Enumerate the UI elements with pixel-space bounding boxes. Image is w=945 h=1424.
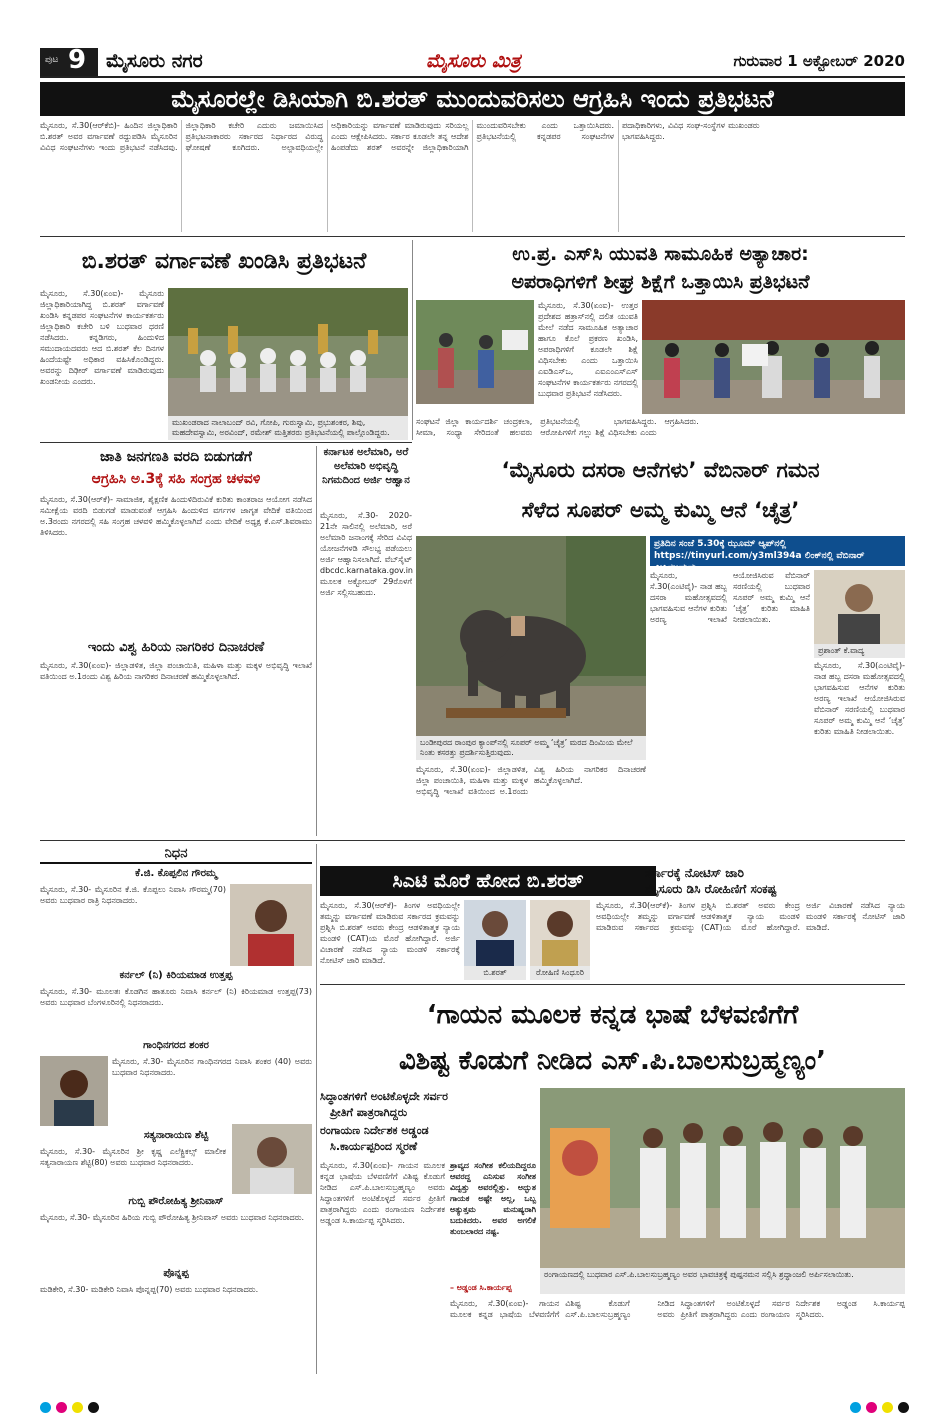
spb-bullet-2: ರಂಗಾಯಣ ನಿರ್ದೇಶಕ ಅಡ್ಡಂಡ [320, 1124, 429, 1137]
cat-headline: ಸಿಎಟಿ ಮೊರೆ ಹೋದ ಬಿ.ಶರತ್ [320, 866, 656, 896]
page-number: 9 [68, 45, 87, 75]
cat-body: ಮೈಸೂರು, ಸೆ.30(ಆರ್‌ಕೆ)- ತಿಂಗಳ ಅವಧಿಯಲ್ಲೇ ತಮ್ಮನ್ನು ವರ್ಗಾವಣೆ ಮಾಡಿರುವ ಸರ್ಕಾರದ ಕ್ರಮವನ್ನು ಪ್ರಶ್ನಿಸಿ ಬಿ.ಶರತ್ ಅವರು ಕೇಂದ್ರ ಆಡಳಿತಾತ್ಮಕ ನ್ಯಾಯ ಮಂಡಳಿ (CAT)ಯ ಮೊರೆ ಹೋಗಿದ್ದಾರೆ. ಅರ್ಜಿ ವಿಚಾರಣೆ ನಡೆಸಿದ ನ್ಯಾಯ ಮಂಡಳಿ ಸರ್ಕಾರಕ್ಕೆ ನೋಟಿಸ್ ಜಾರಿ ಮಾಡಿದೆ. [320, 901, 460, 965]
up-headline-1: ಉ.ಪ್ರ. ಎಸ್‌ಸಿ ಯುವತಿ ಸಾಮೂಹಿಕ ಅತ್ಯಾಚಾರ: [512, 243, 809, 265]
rohini-photo [530, 900, 590, 966]
obit-name: ಕರ್ನಲ್ (ನಿ) ಕಿರಿಯಮಾಡ ಉತ್ತಪ್ಪ [119, 970, 233, 981]
dasara-headline-1: ‘ಮೈಸೂರು ದಸರಾ ಆನೆಗಳು’ ವೆಬಿನಾರ್ ಗಮನ [501, 458, 820, 482]
obit-name: ಪೊನ್ನಪ್ಪ [163, 1268, 189, 1279]
column-divider [316, 446, 317, 836]
page-label: ಪುಟ [45, 55, 59, 65]
obit-name: ಕೆ.ಜಿ. ಕೊಪ್ಪಲಿನ ಗೌರಮ್ಮ [135, 868, 217, 879]
spb-headline-2: ವಿಶಿಷ್ಟ ಕೊಡುಗೆ ನೀಡಿದ ಎಸ್.ಪಿ.ಬಾಲಸುಬ್ರಹ್ಮಣ್ಯಂ’ [398, 1046, 827, 1076]
divider [40, 442, 412, 443]
spb-headline-1: ‘ಗಾಯನ ಮೂಲಕ ಕನ್ನಡ ಭಾಷೆ ಬೆಳವಣಿಗೆಗೆ [426, 1000, 799, 1030]
cat-body-cont: ಮೈಸೂರು, ಸೆ.30(ಆರ್‌ಕೆ)- ತಿಂಗಳ ಅವಧಿಯಲ್ಲೇ ತಮ್ಮನ್ನು ವರ್ಗಾವಣೆ ಮಾಡಿರುವ ಸರ್ಕಾರದ ಕ್ರಮವನ್ನು ಪ್ರಶ್ನಿಸಿ ಬಿ.ಶರತ್ ಅವರು ಕೇಂದ್ರ ಆಡಳಿತಾತ್ಮಕ ನ್ಯಾಯ ಮಂಡಳಿ (CAT)ಯ ಮೊರೆ ಹೋಗಿದ್ದಾರೆ. ಅರ್ಜಿ ವಿಚಾರಣೆ ನಡೆಸಿದ ನ್ಯಾಯ ಮಂಡಳಿ ಸರ್ಕಾರಕ್ಕೆ ನೋಟಿಸ್ ಜಾರಿ ಮಾಡಿದೆ. [596, 901, 905, 932]
divider [40, 840, 905, 841]
dasara-headline-2: ಸೆಳೆದ ಸೂಪರ್ ಅಮ್ಮ ಕುಮ್ಮಿ ಆನೆ ‘ಚೈತ್ರ’ [521, 498, 800, 522]
registration-mark [866, 1402, 877, 1413]
spb-quote: ಶ್ರಾವ್ಯದ ಸಂಗೀತ ಕಲಿಯದಿದ್ದರೂ ಆವರದ್ದ ಎನಿಸುವ ಸಂಗೀತ ವಿದ್ವತ್ತು ಅವರಲ್ಲಿತ್ತು. ಅದ್ಭುತ ಗಾಯಕ ಅಷ್ಟೇ ಅಲ್ಲ, ಒಬ್ಬ ಅತ್ಯುತ್ತಮ ಮನುಷ್ಯರಾಗಿ ಬದುಕಿದರು. ಅವರ ಅಗಲಿಕೆ ತುಂಬಲಾರದ ನಷ್ಟ. [450, 1161, 536, 1236]
obit-name: ಸತ್ಯನಾರಾಯಣ ಶೆಟ್ಟಿ [143, 1130, 209, 1141]
spb-bullet-1b: ಪ್ರೀತಿಗೆ ಪಾತ್ರರಾಗಿದ್ದರು [330, 1106, 408, 1119]
census-headline-1: ಜಾತಿ ಜನಗಣತಿ ವರದಿ ಬಿಡುಗಡೆಗೆ [100, 449, 252, 465]
up-photo-1 [416, 300, 534, 404]
paper-logo: ಮೈಸೂರು ಮಿತ್ರ [426, 50, 521, 72]
registration-mark [88, 1402, 99, 1413]
elephant-caption: ಬಂಡೀಪುರದ ರಾಂಪುರ ಕ್ಯಾಂಪ್‌ನಲ್ಲಿ ಸೂಪರ್ ಅಮ್ಮ ‘ಚೈತ್ರ’ ಮರದ ದಿಂಮಿಯ ಮೇಲೆ ನಿಂತು ಕಸರತ್ತು ಪ್ರದರ್ಶಿಸುತ್ತಿರುವುದು. [416, 736, 646, 760]
spb-caption: ರಂಗಾಯಣದಲ್ಲಿ ಬುಧವಾರ ಎಸ್.ಪಿ.ಬಾಲಸುಬ್ರಹ್ಮಣ್ಯಂ ಅವರ ಭಾವಚಿತ್ರಕ್ಕೆ ಪುಷ್ಪನಮನ ಸಲ್ಲಿಸಿ ಶ್ರದ್ಧಾಂಜಲಿ ಅರ್ಪಿಸಲಾಯಿತು. [540, 1268, 905, 1294]
obit-text: ಮಡಿಕೇರಿ, ಸೆ.30- ಮಡಿಕೇರಿ ನಿವಾಸಿ ಪೊನ್ನಪ್ಪ(70) ಅವರು ಬುಧವಾರ ನಿಧನರಾದರು. [40, 1285, 259, 1294]
dasara-body-cont: ಮೈಸೂರು, ಸೆ.30(ಎಂಟಿವೈ)- ನಾಡ ಹಬ್ಬ ದಸರಾ ಮಹೋತ್ಸವದಲ್ಲಿ ಭಾಗವಹಿಸುವ ಆನೆಗಳ ಕುರಿತು ಅರಣ್ಯ ಇಲಾಖೆ ಆಯೋಜಿಸಿರುವ ವೆಬಿನಾರ್ ಸರಣಿಯಲ್ಲಿ ಬುಧವಾರ ಸೂಪರ್ ಅಮ್ಮ ಕುಮ್ಮಿ ಆನೆ ‘ಚೈತ್ರ’ ಕುರಿತು ಮಾಹಿತಿ ನೀಡಲಾಯಿತು. [814, 661, 905, 736]
lead-body: ಮೈಸೂರು, ಸೆ.30(ಆರ್‌ಕೆಬಿ)- ಹಿಂದಿನ ಜಿಲ್ಲಾಧಿಕಾರಿ ಬಿ.ಶರತ್ ಅವರ ವರ್ಗಾವಣೆ ರದ್ದುಪಡಿಸಿ ಮೈಸೂರಿನ ವಿವಿಧ ಸಂಘಟನೆಗಳು ಇಂದು ಪ್ರತಿಭಟನೆ ನಡೆಸಿದವು. ಜಿಲ್ಲಾಧಿಕಾರಿ ಕಚೇರಿ ಎದುರು ಜಮಾಯಿಸಿದ ಪ್ರತಿಭಟನಾಕಾರರು ಸರ್ಕಾರದ ನಿರ್ಧಾರದ ವಿರುದ್ಧ ಘೋಷಣೆ ಕೂಗಿದರು. ಅಲ್ಪಾವಧಿಯಲ್ಲೇ ಅಧಿಕಾರಿಯನ್ನು ವರ್ಗಾವಣೆ ಮಾಡಿರುವುದು ಸರಿಯಲ್ಲ ಎಂದು ಆಕ್ಷೇಪಿಸಿದರು. ಸರ್ಕಾರ ಕೂಡಲೇ ತನ್ನ ಆದೇಶ ಹಿಂಪಡೆದು ಶರತ್ ಅವರನ್ನೇ ಜಿಲ್ಲಾಧಿಕಾರಿಯಾಗಿ ಮುಂದುವರಿಸಬೇಕು ಎಂದು ಒತ್ತಾಯಿಸಿದರು. ಪ್ರತಿಭಟನೆಯಲ್ಲಿ ಕನ್ನಡಪರ ಸಂಘಟನೆಗಳ ಪದಾಧಿಕಾರಿಗಳು, ವಿವಿಧ ಸಂಘ-ಸಂಸ್ಥೆಗಳ ಮುಖಂಡರು ಭಾಗವಹಿಸಿದ್ದರು. [40, 121, 760, 152]
obit-text: ಮೈಸೂರು, ಸೆ.30- ಮೈಸೂರಿನ ಕೆ.ಜಿ. ಕೊಪ್ಪಲು ನಿವಾಸಿ ಗೌರಮ್ಮ(70) ಅವರು ಬುಧವಾರ ರಾತ್ರಿ ನಿಧನರಾದರು. [40, 885, 226, 905]
spb-quote-by: – ಅಡ್ಡಂಡ ಸಿ.ಕಾರ್ಯಪ್ಪ [450, 1283, 512, 1292]
protest-body: ಮೈಸೂರು, ಸೆ.30(ಏಂಐ)- ಮೈಸೂರು ಜಿಲ್ಲಾಧಿಕಾರಿಯಾಗಿದ್ದ ಬಿ.ಶರತ್ ವರ್ಗಾವಣೆ ಖಂಡಿಸಿ ಕನ್ನಡಪರ ಸಂಘಟನೆಗಳ ಕಾರ್ಯಕರ್ತರು ಜಿಲ್ಲಾಧಿಕಾರಿ ಕಚೇರಿ ಬಳಿ ಬುಧವಾರ ಧರಣಿ ನಡೆಸಿದರು. ಕನ್ನಡಿಗರು, ಹಿಂದುಳಿದ ಸಮುದಾಯದವರು ಆದ ಬಿ.ಶರತ್ ಕೆಲ ದಿನಗಳ ಹಿಂದೆಯಷ್ಟೇ ಅಧಿಕಾರ ವಹಿಸಿಕೊಂಡಿದ್ದರು. ಅವರನ್ನು ದಿಢೀರ್ ವರ್ಗಾವಣೆ ಮಾಡಿರುವುದು ಖಂಡನೀಯ ಎಂದರು. [40, 289, 164, 386]
obit-text: ಮೈಸೂರು, ಸೆ.30- ಮೂಲತಃ ಕೊಡಗಿನ ಹಾತೂರು ನಿವಾಸಿ ಕರ್ನಲ್ (ನಿ) ಕಿರಿಯಮಾಡ ಉತ್ತಪ್ಪ(73) ಅವರು ಬುಧವಾರ ಬೆಂಗಳೂರಿನಲ್ಲಿ ನಿಧನರಾದರು. [40, 987, 312, 1007]
obit-name: ಗಾಂಧಿನಗರದ ಶಂಕರ [143, 1040, 209, 1051]
award-body: ಮೈಸೂರು, ಸೆ.30- 2020-21ನೇ ಸಾಲಿನಲ್ಲಿ ಅಲೆಮಾರಿ, ಅರೆ ಅಲೆಮಾರಿ ಜನಾಂಗಕ್ಕೆ ಸೇರಿದ ವಿವಿಧ ಯೋಜನೆಗಳಡಿ ಸೌಲಭ್ಯ ಪಡೆಯಲು ಅರ್ಜಿ ಆಹ್ವಾನಿಸಲಾಗಿದೆ. ವೆಬ್‌ಸೈಟ್ dbcdc.karnataka.gov.in ಮೂಲಕ ಅಕ್ಟೋಬರ್ 29ರೊಳಗೆ ಅರ್ಜಿ ಸಲ್ಲಿಸಬಹುದು. [320, 511, 413, 597]
dasara-body: ಮೈಸೂರು, ಸೆ.30(ಎಂಟಿವೈ)- ನಾಡ ಹಬ್ಬ ದಸರಾ ಮಹೋತ್ಸವದಲ್ಲಿ ಭಾಗವಹಿಸುವ ಆನೆಗಳ ಕುರಿತು ಅರಣ್ಯ ಇಲಾಖೆ ಆಯೋಜಿಸಿರುವ ವೆಬಿನಾರ್ ಸರಣಿಯಲ್ಲಿ ಬುಧವಾರ ಸೂಪರ್ ಅಮ್ಮ ಕುಮ್ಮಿ ಆನೆ ‘ಚೈತ್ರ’ ಕುರಿತು ಮಾಹಿತಿ ನೀಡಲಾಯಿತು. [650, 571, 810, 624]
speaker-photo [814, 570, 905, 644]
obit-photo [232, 1124, 312, 1194]
section-name: ಮೈಸೂರು ನಗರ [106, 50, 203, 72]
speaker-name: ಪ್ರಶಾಂತ್ ಕೆ.ವಾದ್ಯ [814, 644, 905, 658]
protest-headline: ಬಿ.ಶರತ್ ವರ್ಗಾವಣೆ ಖಂಡಿಸಿ ಪ್ರತಿಭಟನೆ [81, 249, 367, 274]
issue-date: ಗುರುವಾರ 1 ಅಕ್ಟೋಬರ್ 2020 [733, 52, 905, 70]
column-divider [316, 844, 317, 1374]
elders-body: ಮೈಸೂರು, ಸೆ.30(ಏಂಐ)- ಜಿಲ್ಲಾಡಳಿತ, ಜಿಲ್ಲಾ ಪಂಚಾಯಿತಿ, ಮಹಿಳಾ ಮತ್ತು ಮಕ್ಕಳ ಅಭಿವೃದ್ಧಿ ಇಲಾಖೆ ವತಿಯಿಂದ ಅ.1ರಂದು ವಿಶ್ವ ಹಿರಿಯ ನಾಗರಿಕರ ದಿನಾಚರಣೆ ಹಮ್ಮಿಕೊಳ್ಳಲಾಗಿದೆ. [40, 661, 312, 681]
elephant-photo [416, 536, 646, 736]
registration-mark [882, 1402, 893, 1413]
spb-tribute-photo [540, 1088, 905, 1268]
census-body: ಮೈಸೂರು, ಸೆ.30(ಆರ್‌ಕೆ)- ಸಾಮಾಜಿಕ, ಶೈಕ್ಷಣಿಕ ಹಿಂದುಳಿದಿರುವಿಕೆ ಕುರಿತು ಕಾಂತರಾಜ ಆಯೋಗ ನಡೆಸಿದ ಸಮೀಕ್ಷೆಯ ವರದಿ ಬಿಡುಗಡೆ ಮಾಡುವಂತೆ ಆಗ್ರಹಿಸಿ ಹಿಂದುಳಿದ ವರ್ಗಗಳ ಜಾಗೃತ ವೇದಿಕೆ ವತಿಯಿಂದ ಅ.3ರಂದು ನಗರದಲ್ಲಿ ಸಹಿ ಸಂಗ್ರಹ ಚಳವಳಿ ಹಮ್ಮಿಕೊಳ್ಳಲಾಗಿದೆ ಎಂದು ವೇದಿಕೆ ಅಧ್ಯಕ್ಷ ಕೆ.ಎಸ್.ಶಿವರಾಮು ತಿಳಿಸಿದರು. [40, 495, 312, 537]
registration-mark [72, 1402, 83, 1413]
obit-text: ಮೈಸೂರು, ಸೆ.30- ಮೈಸೂರಿನ ಶ್ರೀ ಕೃಷ್ಣ ಎಲೆಕ್ಟ್ರಿಕಲ್ಸ್ ಮಾಲೀಕ ಸತ್ಯನಾರಾಯಣ ಶೆಟ್ಟಿ(80) ಅವರು ಬುಧವಾರ ನಿಧನರಾದರು. [40, 1147, 226, 1167]
up-headline-2: ಅಪರಾಧಿಗಳಿಗೆ ಶೀಘ್ರ ಶಿಕ್ಷೆಗೆ ಒತ್ತಾಯಿಸಿ ಪ್ರತಿಭಟನೆ [511, 271, 810, 293]
obituary-title: ನಿಧನ [40, 844, 312, 864]
up-body: ಮೈಸೂರು, ಸೆ.30(ಏಂಐ)- ಉತ್ತರ ಪ್ರದೇಶದ ಹತ್ರಾಸ್‌ನಲ್ಲಿ ದಲಿತ ಯುವತಿ ಮೇಲೆ ನಡೆದ ಸಾಮೂಹಿಕ ಅತ್ಯಾಚಾರ ಹಾಗೂ ಕೊಲೆ ಪ್ರಕರಣ ಖಂಡಿಸಿ, ಅಪರಾಧಿಗಳಿಗೆ ಕೂಡಲೇ ಶಿಕ್ಷೆ ವಿಧಿಸಬೇಕು ಎಂದು ಒತ್ತಾಯಿಸಿ ಎಐಡಿಎಸ್‌ಒ, ಎಐಎಂಎಸ್‌ಎಸ್ ಸಂಘಟನೆಗಳ ಕಾರ್ಯಕರ್ತರು ನಗರದಲ್ಲಿ ಬುಧವಾರ ಪ್ರತಿಭಟನೆ ನಡೆಸಿದರು. [538, 301, 638, 398]
registration-mark [56, 1402, 67, 1413]
cat-bullet-1: ಸರ್ಕಾರಕ್ಕೆ ನೋಟಿಸ್ ಜಾರಿ [645, 866, 744, 880]
masthead [40, 46, 905, 78]
award-headline: ಕರ್ನಾಟಕ ಅಲೆಮಾರಿ, ಅರೆ ಅಲೆಮಾರಿ ಅಭಿವೃದ್ಧಿ ನಿಗಮದಿಂದ ಅರ್ಜಿ ಆಹ್ವಾನ [322, 447, 410, 486]
spb-bullet-2b: ಸಿ.ಕಾರ್ಯಪ್ಪರಿಂದ ಸ್ಮರಣೆ [330, 1140, 418, 1153]
webinar-link-banner[interactable]: ಪ್ರತಿದಿನ ಸಂಜೆ 5.30ಕ್ಕೆ ಝೂಮ್ ಆ್ಯಪ್‌ನಲ್ಲಿ https://tinyurl.com/y3ml394a ಲಿಂಕ್‌ನಲ್ಲಿ ವೆಬಿನಾರ್ ವೀಕ್ಷಿಸಬಹುದು [650, 536, 905, 566]
spb-body: ಮೈಸೂರು, ಸೆ.30(ಏಂಐ)- ಗಾಯನ ಮೂಲಕ ಕನ್ನಡ ಭಾಷೆಯ ಬೆಳವಣಿಗೆಗೆ ವಿಶಿಷ್ಟ ಕೊಡುಗೆ ನೀಡಿದ ಎಸ್.ಪಿ.ಬಾಲಸುಬ್ರಹ್ಮಣ್ಯಂ ಅವರು ಸಿದ್ಧಾಂತಗಳಿಗೆ ಅಂಟಿಕೊಳ್ಳದೆ ಸರ್ವರ ಪ್ರೀತಿಗೆ ಪಾತ್ರರಾಗಿದ್ದರು ಎಂದು ರಂಗಾಯಣ ನಿರ್ದೇಶಕ ಅಡ್ಡಂಡ ಸಿ.ಕಾರ್ಯಪ್ಪ ಸ್ಮರಿಸಿದರು. [320, 1161, 445, 1225]
registration-mark [40, 1402, 51, 1413]
divider [40, 236, 905, 237]
up-photo-2 [642, 300, 905, 414]
divider [320, 984, 905, 985]
registration-mark [850, 1402, 861, 1413]
protest-photo [168, 288, 408, 416]
obit-text: ಮೈಸೂರು, ಸೆ.30- ಮೈಸೂರಿನ ಗಾಂಧಿನಗರದ ನಿವಾಸಿ ಶಂಕರ (40) ಅವರು ಬುಧವಾರ ನಿಧನರಾದರು. [112, 1057, 312, 1077]
sharath-photo [464, 900, 526, 966]
lead-headline: ಮೈಸೂರಲ್ಲೇ ಡಿಸಿಯಾಗಿ ಬಿ.ಶರತ್ ಮುಂದುವರಿಸಲು ಆಗ್ರಹಿಸಿ ಇಂದು ಪ್ರತಿಭಟನೆ [40, 82, 905, 116]
karnataka-body-cont: ಮೈಸೂರು, ಸೆ.30(ಏಂಐ)- ಜಿಲ್ಲಾಡಳಿತ, ಜಿಲ್ಲಾ ಪಂಚಾಯಿತಿ, ಮಹಿಳಾ ಮತ್ತು ಮಕ್ಕಳ ಅಭಿವೃದ್ಧಿ ಇಲಾಖೆ ವತಿಯಿಂದ ಅ.1ರಂದು ವಿಶ್ವ ಹಿರಿಯ ನಾಗರಿಕರ ದಿನಾಚರಣೆ ಹಮ್ಮಿಕೊಳ್ಳಲಾಗಿದೆ. [416, 765, 646, 796]
obit-text: ಮೈಸೂರು, ಸೆ.30- ಮೈಸೂರಿನ ಹಿರಿಯ ಗುಬ್ಬಿ ಪೌರೋಹಿತ್ಯ ಶ್ರೀನಿವಾಸ್ ಅವರು ಬುಧವಾರ ನಿಧನರಾದರು. [40, 1213, 305, 1222]
spb-bullet-1: ಸಿದ್ಧಾಂತಗಳಿಗೆ ಅಂಟಿಕೊಳ್ಳದೇ ಸರ್ವರ [320, 1090, 448, 1103]
obit-photo [230, 884, 312, 966]
column-divider [412, 240, 413, 440]
page-number-badge [40, 45, 98, 76]
obit-name: ಗುಬ್ಬಿ ಪೌರೋಹಿತ್ಯ ಶ್ರೀನಿವಾಸ್ [128, 1196, 224, 1207]
registration-mark [898, 1402, 909, 1413]
obit-photo [40, 1056, 108, 1126]
census-headline-2: ಆಗ್ರಹಿಸಿ ಅ.3ಕ್ಕೆ ಸಹಿ ಸಂಗ್ರಹ ಚಳವಳಿ [91, 471, 261, 487]
spb-body-cont: ಮೈಸೂರು, ಸೆ.30(ಏಂಐ)- ಗಾಯನ ಮೂಲಕ ಕನ್ನಡ ಭಾಷೆಯ ಬೆಳವಣಿಗೆಗೆ ವಿಶಿಷ್ಟ ಕೊಡುಗೆ ನೀಡಿದ ಎಸ್.ಪಿ.ಬಾಲಸುಬ್ರಹ್ಮಣ್ಯಂ ಅವರು ಸಿದ್ಧಾಂತಗಳಿಗೆ ಅಂಟಿಕೊಳ್ಳದೆ ಸರ್ವರ ಪ್ರೀತಿಗೆ ಪಾತ್ರರಾಗಿದ್ದರು ಎಂದು ರಂಗಾಯಣ ನಿರ್ದೇಶಕ ಅಡ್ಡಂಡ ಸಿ.ಕಾರ್ಯಪ್ಪ ಸ್ಮರಿಸಿದರು. [450, 1299, 905, 1319]
elders-headline: ಇಂದು ವಿಶ್ವ ಹಿರಿಯ ನಾಗರಿಕರ ದಿನಾಚರಣೆ [87, 640, 265, 655]
sharath-name: ಬಿ.ಶರತ್ [464, 966, 526, 980]
cat-bullet-2: ಮೈಸೂರು ಡಿಸಿ ರೋಹಿಣಿಗೆ ಸಂಕಷ್ಟ [645, 882, 777, 896]
protest-caption: ಮುಖಂಡರಾದ ನಾಲಾಬಂದ್ ರವಿ, ಗೋಪಿ, ಗುರುಸ್ವಾಮಿ, ಪ್ರಭುಶಂಕರ, ಶಿವು, ಮಹದೇವಸ್ವಾಮಿ, ಅರವಿಂದ್, ರಮೇಶ್ ಮತ್ತಿತರರು ಪ್ರತಿಭಟನೆಯಲ್ಲಿ ಪಾಲ್ಗೊಂಡಿದ್ದರು. [168, 416, 408, 440]
up-body-2: ಸಂಘಟನೆ ಜಿಲ್ಲಾ ಕಾರ್ಯದರ್ಶಿ ಚಂದ್ರಕಲಾ, ಸೀಮಾ, ಸಂಧ್ಯಾ ಸೇರಿದಂತೆ ಹಲವರು ಪ್ರತಿಭಟನೆಯಲ್ಲಿ ಭಾಗವಹಿಸಿದ್ದರು. ಆರೋಪಿಗಳಿಗೆ ಗಲ್ಲು ಶಿಕ್ಷೆ ವಿಧಿಸಬೇಕು ಎಂದು ಆಗ್ರಹಿಸಿದರು. [416, 417, 699, 437]
rohini-name: ರೋಹಿಣಿ ಸಿಂಧೂರಿ [530, 966, 590, 980]
